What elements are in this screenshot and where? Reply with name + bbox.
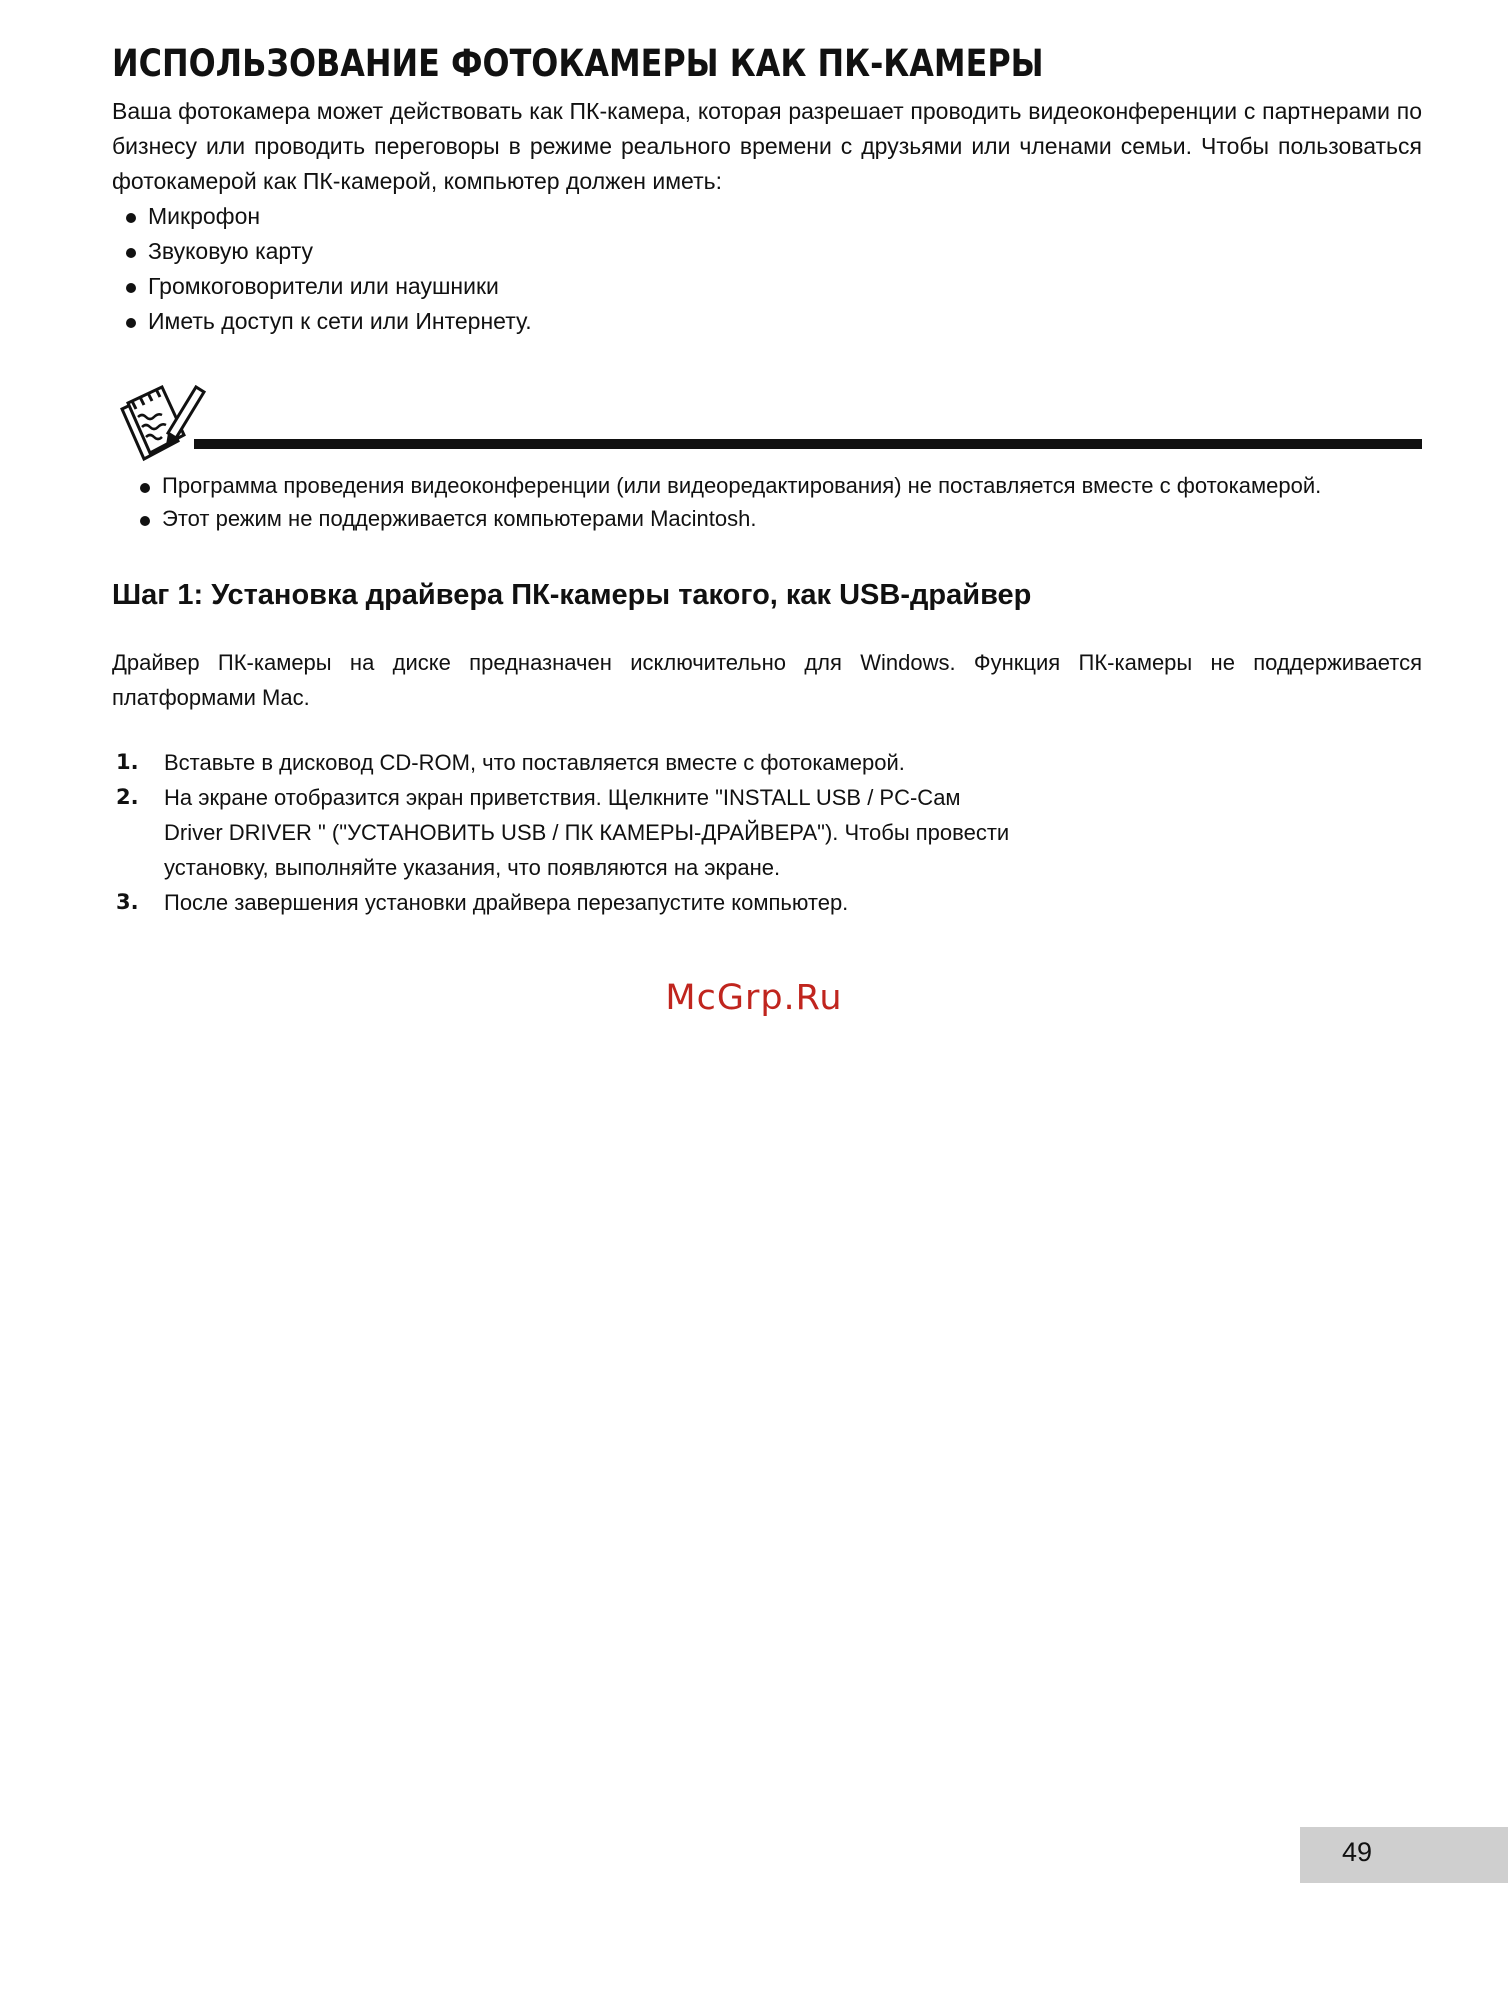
step-text: Вставьте в дисковод CD-ROM, что поставляется вместе с фотокамерой. bbox=[164, 750, 905, 775]
step-item bbox=[112, 780, 1012, 885]
steps-list bbox=[112, 745, 1012, 920]
step-number: 3. bbox=[116, 890, 139, 914]
page-title: ИСПОЛЬЗОВАНИЕ ФОТОКАМЕРЫ КАК ПК-КАМЕРЫ bbox=[112, 42, 1044, 85]
list-item: Микрофон bbox=[126, 199, 1422, 234]
requirements-list bbox=[112, 199, 1422, 339]
list-item: Иметь доступ к сети или Интернету. bbox=[126, 304, 1422, 339]
step1-intro: Драйвер ПК-камеры на диске предназначен исключительно для Windows. Функция ПК-камеры не поддерживается платформами Mac. bbox=[112, 650, 1422, 710]
step1-heading: Шаг 1: Установка драйвера ПК-камеры такого, как USB-драйвер bbox=[112, 579, 1032, 611]
note-header bbox=[112, 379, 1422, 465]
step-item bbox=[112, 885, 1012, 920]
step-item bbox=[112, 745, 1012, 780]
list-item: Громкоговорители или наушники bbox=[126, 269, 1422, 304]
step-number: 2. bbox=[116, 785, 139, 809]
step-number: 1. bbox=[116, 750, 139, 774]
note-divider bbox=[194, 439, 1422, 449]
notes-list bbox=[112, 469, 1422, 535]
step-text: На экране отобразится экран приветствия. Щелкните "INSTALL USB / PC-Cам Driver DRIVER " ("УСТАНОВИТЬ USB / ПК КАМЕРЫ-ДРАЙВЕРА"). Чтобы провести установку, выполняйте указания, что появляются на экране. bbox=[164, 785, 1010, 880]
note-pad-icon bbox=[116, 379, 208, 465]
page-number: 49 bbox=[1342, 1837, 1373, 1867]
intro-paragraph: Ваша фотокамера может действовать как ПК-камера, которая разрешает проводить видеоконференции с партнерами по бизнесу или проводить переговоры в режиме реального времени с друзьями или членами семьи. Чтобы пользоваться фотокамерой как ПК-камерой, компьютер должен иметь: bbox=[112, 98, 1422, 194]
list-item: Этот режим не поддерживается компьютерами Macintosh. bbox=[140, 502, 1422, 535]
page-number-box bbox=[1300, 1827, 1508, 1883]
page-content bbox=[112, 40, 1422, 920]
step-text: После завершения установки драйвера перезапустите компьютер. bbox=[164, 890, 849, 915]
list-item: Звуковую карту bbox=[126, 234, 1422, 269]
watermark: McGrp.Ru bbox=[665, 978, 843, 1018]
list-item: Программа проведения видеоконференции (или видеоредактирования) не поставляется вместе с фотокамерой. bbox=[140, 469, 1422, 502]
